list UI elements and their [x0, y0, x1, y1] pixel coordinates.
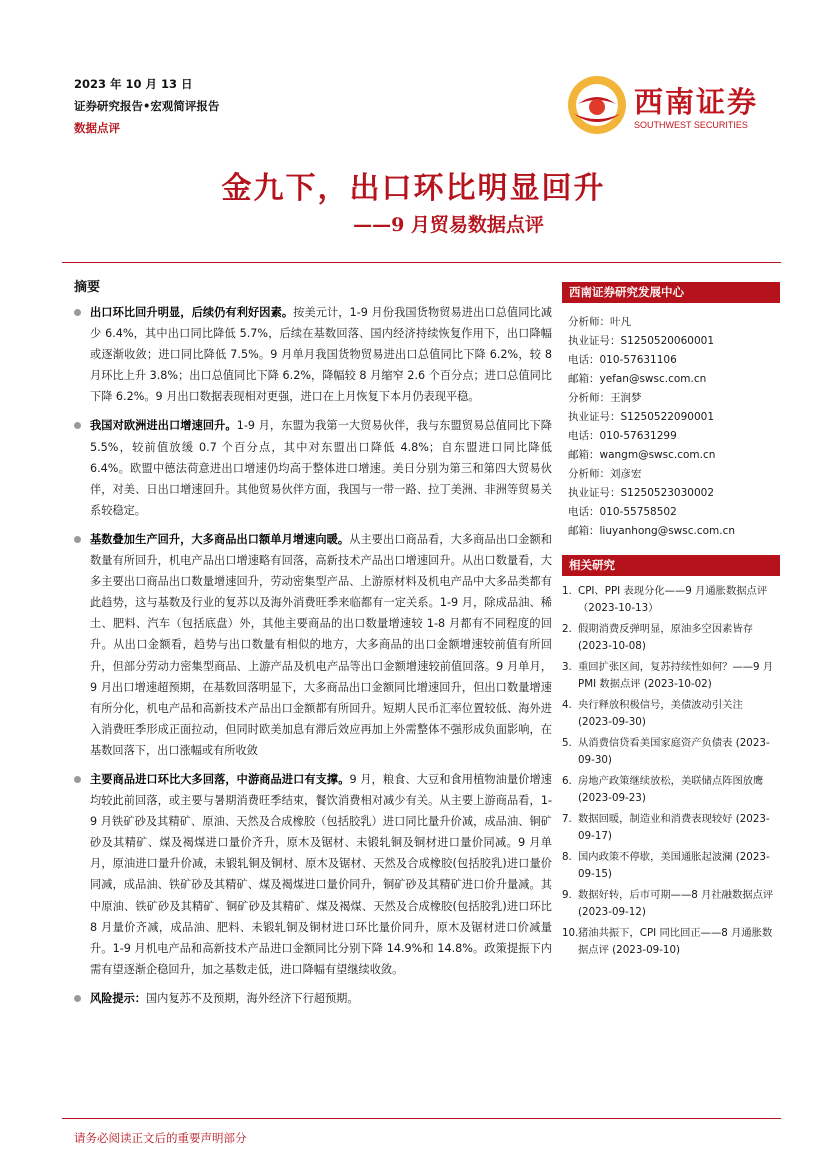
summary-heading: 摘要	[74, 280, 101, 295]
company-logo	[566, 72, 776, 142]
related-text: 从消费信贷看美国家庭资产负债表 (2023-09-30)	[578, 737, 770, 766]
summary-paragraph	[74, 415, 552, 520]
related-item[interactable]	[562, 925, 776, 959]
related-text: 数据回暖，制造业和消费表现较好 (2023-09-17)	[578, 813, 770, 842]
research-center-header: 西南证券研究发展中心	[562, 282, 780, 303]
summary-paragraph	[74, 529, 552, 761]
paragraph-text: 9 月，粮食、大豆和食用植物油量价增速均较此前回落，或主要与暑期消费旺季结束，餐饮消费相对减少有关。从主要上游商品看，1-9 月铁矿砂及其精矿、原油、天然及合成橡胶（包括胶乳）进口同比量升价减，成品油、铜矿砂及其精矿、煤及褐煤进口量价齐升，原木及锯材、未锻轧铜及铜材进口量价同减。9 月单月，原油进口量升价减，未锻轧铜及铜材、原木及锯材、天然及合成橡胶(包括胶乳)进口量价同减，成品油、铁矿砂及其精矿、煤及褐煤进口量价同升，铜矿砂及其精矿进口价升量减。其中原油、铁矿砂及其精矿、铜矿砂及其精矿、煤及褐煤、天然及合成橡胶(包括胶乳)进口环比 8 月量价齐减，成品油、肥料、未锻轧铜及铜材进口环比量价同升，原木及锯材进口价减量升。1-9 月机电产品和高新技术产品进口金额同比分别下降 14.9%和 14.8%。政策提振下内需有望逐渐企稳回升，加之基数走低，进口降幅有望继续收敛。	[90, 772, 552, 976]
bullet-icon	[74, 422, 81, 429]
analyst-email[interactable]: 邮箱：wangm@swsc.com.cn	[568, 449, 716, 461]
summary-paragraph	[74, 769, 552, 980]
related-num: 3.	[562, 661, 572, 673]
analyst-license: 执业证号：S1250523030002	[568, 487, 715, 499]
paragraph-lead: 主要商品进口环比大多回落，中游商品进口有支撑。	[90, 772, 350, 786]
related-item[interactable]	[562, 811, 776, 845]
logo-name-en: SOUTHWEST SECURITIES	[634, 120, 748, 130]
related-text: 重回扩张区间，复苏持续性如何？——9 月 PMI 数据点评 (2023-10-02)	[578, 661, 774, 690]
report-category: 数据点评	[74, 121, 120, 135]
related-research-list	[562, 583, 776, 963]
related-item[interactable]	[562, 735, 776, 769]
related-item[interactable]	[562, 621, 776, 655]
analyst-phone: 电话：010-57631299	[568, 430, 677, 442]
analyst-block	[568, 389, 778, 465]
related-text: 数据好转，后市可期——8 月社融数据点评 (2023-09-12)	[578, 889, 774, 918]
analyst-block	[568, 465, 778, 541]
bullet-icon	[74, 995, 81, 1002]
paragraph-text: 国内复苏不及预期，海外经济下行超预期。	[145, 991, 359, 1005]
paragraph-text: 按美元计，1-9 月份我国货物贸易进出口总值同比减少 6.4%，其中出口同比降低 5.7%，后续在基数回落、国内经济持续恢复作用下，出口降幅或逐渐收敛；进口同比降低 7.5%。9 月单月我国货物贸易进出口总值同比下降 6.2%，较 8 月环比上升 3.8%；出口总值同比下降 6.2%，降幅较 8 月缩窄 2.6 个百分点；进口总值同比下降 6.2%。9 月出口数据表现相对更强，进口在上月恢复下本月仍表现平稳。	[90, 306, 552, 404]
related-text: CPI、PPI 表现分化——9 月通胀数据点评 （2023-10-13）	[578, 585, 768, 614]
analyst-license: 执业证号：S1250522090001	[568, 411, 715, 423]
paragraph-lead: 基数叠加生产回升，大多商品出口额单月增速向暖。	[90, 532, 350, 546]
related-item[interactable]	[562, 849, 776, 883]
related-text: 假期消费反弹明显，原油多空因素皆存 (2023-10-08)	[578, 623, 754, 652]
analyst-phone: 电话：010-55758502	[568, 506, 677, 518]
related-num: 7.	[562, 813, 572, 825]
related-num: 5.	[562, 737, 572, 749]
analyst-phone: 电话：010-57631106	[568, 354, 677, 366]
analyst-name: 分析师：刘彦宏	[568, 468, 642, 480]
risk-paragraph	[74, 988, 552, 1009]
related-num: 6.	[562, 775, 572, 787]
analyst-email[interactable]: 邮箱：liuyanhong@swsc.com.cn	[568, 525, 736, 537]
sub-title: ——9 月贸易数据点评	[353, 214, 544, 236]
related-item[interactable]	[562, 583, 776, 617]
related-num: 1.	[562, 585, 572, 597]
analyst-name: 分析师：王润梦	[568, 392, 642, 404]
related-item[interactable]	[562, 773, 776, 807]
report-date: 2023 年 10 月 13 日	[74, 77, 193, 91]
bullet-icon	[74, 309, 81, 316]
related-text: 国内政策不停歇，美国通胀起波澜 (2023-09-15)	[578, 851, 770, 880]
analyst-block	[568, 313, 778, 389]
paragraph-text: 从主要出口商品看，大多商品出口金额和数量有所回升，机电产品出口增速略有回落，高新技术产品出口增速回升。从出口数量看，大多主要出口商品出口数量增速回升，劳动密集型产品、上游原材料及机电产品中大多品类都有此趋势，这与基数及行业的复苏以及海外消费旺季来临都有一定关系。1-9 月，除成品油、稀土、肥料、汽车（包括底盘）外，其他主要商品的出口数量增速较 1-8 月都有不同程度的回升。从出口金额看，趋势与出口数量有相似的地方，大多商品的出口金额增速较前值有所回升，但部分劳动力密集型商品、上游产品及机电产品等出口金额增速较前值回落。9 月单月，9 月出口增速超预期，在基数回落明显下，大多商品出口金额同比增速回升，但出口数量增速有所分化，机电产品和高新技术产品出口金额都有所回升。短期人民币汇率位置较低、海外进入消费旺季形成正面拉动，但同时欧美加息有滞后效应再加上外需整体不强形成负面影响，在基数回落下，出口涨幅或有所收敛	[90, 532, 552, 757]
paragraph-lead: 我国对欧洲进出口增速回升。	[90, 419, 237, 433]
related-text: 央行释放积极信号，美债波动引关注 (2023-09-30)	[578, 699, 743, 728]
logo-emblem-icon	[566, 74, 628, 136]
summary-paragraph	[74, 302, 552, 407]
bullet-icon	[74, 536, 81, 543]
related-text: 房地产政策继续放松，美联储点阵图放鹰 (2023-09-23)	[578, 775, 764, 804]
paragraph-text: 1-9 月，东盟为我第一大贸易伙伴，我与东盟贸易总值同比下降 5.5%，较前值放缓 0.7 个百分点，其中对东盟出口降低 4.8%；自东盟进口同比降低 6.4%。欧盟中德法荷意进出口增速仍均高于整体进口增速。美日分别为第三和第四大贸易伙伴，对美、日出口增速回升。其他贸易伙伴方面，我国与一带一路、拉丁美洲、非洲等贸易关系较稳定。	[90, 419, 552, 517]
related-num: 9.	[562, 889, 572, 901]
analyst-name: 分析师：叶凡	[568, 316, 631, 328]
related-num: 8.	[562, 851, 572, 863]
main-title: 金九下，出口环比明显回升	[221, 171, 606, 206]
title-divider	[62, 262, 781, 263]
summary-body	[74, 302, 552, 1017]
related-text: 猪油共振下，CPI 同比回正——8 月通胀数据点评 (2023-09-10)	[578, 927, 773, 956]
analyst-email[interactable]: 邮箱：yefan@swsc.com.cn	[568, 373, 707, 385]
related-item[interactable]	[562, 887, 776, 921]
related-research-header: 相关研究	[562, 555, 780, 576]
report-type: 证券研究报告•宏观简评报告	[74, 99, 220, 113]
related-item[interactable]	[562, 697, 776, 731]
footer-disclaimer: 请务必阅读正文后的重要声明部分	[74, 1131, 247, 1145]
logo-name-cn: 西南证券	[634, 85, 759, 119]
related-num: 4.	[562, 699, 572, 711]
footer-divider	[62, 1118, 781, 1119]
bullet-icon	[74, 776, 81, 783]
paragraph-lead: 出口环比回升明显，后续仍有利好因素。	[90, 306, 294, 319]
related-item[interactable]	[562, 659, 776, 693]
paragraph-lead: 风险提示：	[90, 991, 146, 1005]
analyst-license: 执业证号：S1250520060001	[568, 335, 715, 347]
related-num: 2.	[562, 623, 572, 635]
related-num: 10.	[562, 927, 579, 939]
